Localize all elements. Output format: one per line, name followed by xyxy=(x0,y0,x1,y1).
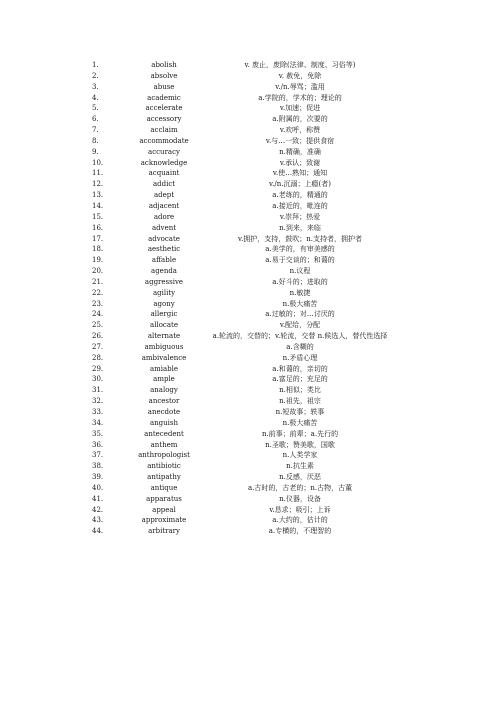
entry-definition: a.轮流的，交替的；v.轮流，交替 n.候选人，替代性选择 xyxy=(212,332,388,341)
entry-number: 15. xyxy=(92,212,104,221)
entry-word: accelerate xyxy=(145,104,183,113)
entry-number: 36. xyxy=(92,440,104,449)
vocab-row xyxy=(0,364,496,375)
entry-definition: n.相似；类比 xyxy=(279,386,321,395)
entry-definition: a.美学的，有审美感的 xyxy=(265,245,335,254)
vocab-row xyxy=(0,158,496,169)
entry-definition: v./n.沉溺；上瘾(者) xyxy=(269,180,331,189)
entry-word: anthem xyxy=(150,440,178,449)
entry-definition: n.祖先，祖宗 xyxy=(279,397,321,406)
entry-word: anguish xyxy=(150,418,179,427)
vocab-row xyxy=(0,526,496,537)
entry-word: accessory xyxy=(146,115,182,124)
entry-number: 42. xyxy=(92,505,104,514)
entry-number: 5. xyxy=(92,104,99,113)
entry-number: 18. xyxy=(92,245,104,254)
vocab-row xyxy=(0,472,496,483)
vocab-row xyxy=(0,342,496,353)
vocab-row xyxy=(0,93,496,104)
vocab-row xyxy=(0,255,496,266)
entry-number: 2. xyxy=(92,71,99,80)
entry-word: advent xyxy=(151,223,177,232)
entry-number: 28. xyxy=(92,353,104,362)
entry-word: academic xyxy=(147,93,181,102)
entry-number: 12. xyxy=(92,180,104,189)
entry-word: agony xyxy=(153,299,175,308)
entry-word: abolish xyxy=(151,61,177,69)
entry-number: 31. xyxy=(92,386,104,395)
entry-number: 40. xyxy=(92,483,104,492)
vocab-row xyxy=(0,114,496,125)
entry-definition: v.与…一致；提供食宿 xyxy=(265,136,335,145)
vocab-row xyxy=(0,505,496,516)
entry-number: 17. xyxy=(92,234,104,243)
vocab-row xyxy=(0,450,496,461)
entry-definition: n.前事；前辈；a.先行的 xyxy=(261,429,339,438)
entry-word: advocate xyxy=(148,234,180,243)
entry-number: 9. xyxy=(92,147,99,156)
entry-number: 7. xyxy=(92,126,99,135)
entry-word: acknowledge xyxy=(140,158,188,167)
entry-definition: v.配给，分配 xyxy=(279,321,321,330)
entry-number: 27. xyxy=(92,342,104,351)
entry-word: aesthetic xyxy=(147,245,181,254)
entry-definition: n.反感，厌恶 xyxy=(279,473,321,482)
vocab-row xyxy=(0,103,496,114)
entry-definition: v.恳求；吸引；上诉 xyxy=(269,505,331,514)
vocab-row xyxy=(0,190,496,201)
entry-definition: a.古时的，古老的；n.古物，古董 xyxy=(247,483,353,492)
entry-number: 41. xyxy=(92,494,104,503)
entry-word: anthropologist xyxy=(138,451,190,460)
entry-word: aggressive xyxy=(144,277,184,286)
entry-number: 39. xyxy=(92,473,104,482)
entry-definition: a.接近的，毗连的 xyxy=(272,201,328,210)
entry-number: 29. xyxy=(92,364,104,373)
entry-word: adore xyxy=(153,212,175,221)
entry-definition: a.专横的，不理智的 xyxy=(268,527,332,536)
entry-definition: n.精确，准确 xyxy=(279,147,321,156)
entry-word: acquaint xyxy=(148,169,180,178)
entry-word: amiable xyxy=(149,364,179,373)
vocab-row xyxy=(0,71,496,82)
entry-definition: v.拥护，支持，鼓吹；n.支持者，拥护者 xyxy=(237,234,363,243)
vocab-row xyxy=(0,309,496,320)
vocab-row xyxy=(0,234,496,245)
entry-word: acclaim xyxy=(150,126,178,135)
entry-definition: v.加速；促进 xyxy=(279,104,321,113)
vocab-row xyxy=(0,288,496,299)
entry-definition: a.老练的，精通的 xyxy=(272,191,328,200)
vocab-row xyxy=(0,147,496,158)
entry-word: accommodate xyxy=(139,136,189,145)
entry-definition: n.到来，来临 xyxy=(279,223,321,232)
vocab-row xyxy=(0,320,496,331)
entry-number: 24. xyxy=(92,310,104,319)
entry-word: allergic xyxy=(150,310,178,319)
entry-number: 10. xyxy=(92,158,104,167)
vocab-row xyxy=(0,407,496,418)
entry-number: 38. xyxy=(92,462,104,471)
entry-number: 43. xyxy=(92,516,104,525)
vocab-row xyxy=(0,299,496,310)
entry-number: 11. xyxy=(92,169,104,178)
entry-word: ambiguous xyxy=(144,342,184,351)
entry-number: 4. xyxy=(92,93,99,102)
entry-word: appeal xyxy=(152,505,176,514)
entry-number: 6. xyxy=(92,115,99,124)
entry-definition: a.和蔼的，亲切的 xyxy=(272,364,328,373)
entry-definition: n.抗生素 xyxy=(286,462,314,471)
entry-word: antecedent xyxy=(144,429,184,438)
vocabulary-list xyxy=(0,60,496,537)
entry-number: 14. xyxy=(92,201,104,210)
entry-definition: n.圣歌；赞美歌，国歌 xyxy=(265,440,335,449)
entry-definition: n.仪器，设备 xyxy=(279,494,321,503)
entry-number: 26. xyxy=(92,332,104,341)
vocab-row xyxy=(0,125,496,136)
entry-word: anecdote xyxy=(147,408,181,416)
entry-number: 37. xyxy=(92,451,104,460)
entry-number: 34. xyxy=(92,418,104,427)
vocab-row xyxy=(0,168,496,179)
vocab-row xyxy=(0,483,496,494)
vocab-row xyxy=(0,179,496,190)
vocab-row xyxy=(0,385,496,396)
vocab-row xyxy=(0,277,496,288)
entry-number: 30. xyxy=(92,375,104,384)
entry-definition: a.大约的，估计的 xyxy=(272,516,328,525)
entry-definition: a.附属的，次要的 xyxy=(272,115,328,124)
entry-word: agility xyxy=(152,288,176,297)
vocab-row xyxy=(0,429,496,440)
entry-number: 21. xyxy=(92,277,104,286)
entry-number: 35. xyxy=(92,429,104,438)
vocab-row xyxy=(0,244,496,255)
entry-word: affable xyxy=(151,256,177,265)
entry-definition: v.使…熟知；通知 xyxy=(272,169,328,178)
entry-word: approximate xyxy=(141,516,187,525)
entry-definition: n.矛盾心理 xyxy=(282,353,318,362)
entry-definition: v. 赦免，免除 xyxy=(278,71,322,80)
entry-definition: n.议程 xyxy=(289,267,311,276)
vocab-row xyxy=(0,494,496,505)
vocab-row xyxy=(0,201,496,212)
vocab-row xyxy=(0,515,496,526)
entry-number: 32. xyxy=(92,397,104,406)
entry-number: 44. xyxy=(92,527,104,536)
entry-word: absolve xyxy=(150,71,178,80)
entry-word: antibiotic xyxy=(147,462,181,471)
entry-word: ancestor xyxy=(148,397,180,406)
entry-definition: v.欢呼，称赞 xyxy=(279,126,321,135)
entry-definition: v./n.辱骂；滥用 xyxy=(275,82,325,91)
entry-definition: n.人类学家 xyxy=(282,451,318,460)
entry-definition: a.好斗的；进取的 xyxy=(272,277,328,286)
vocab-row xyxy=(0,440,496,451)
vocab-row xyxy=(0,212,496,223)
entry-number: 33. xyxy=(92,408,104,416)
vocab-row xyxy=(0,223,496,234)
entry-word: adept xyxy=(153,191,175,200)
entry-number: 23. xyxy=(92,299,104,308)
entry-definition: a.易于交谈的；和蔼的 xyxy=(265,256,335,265)
vocab-row xyxy=(0,136,496,147)
entry-definition: a.过敏的；对…讨厌的 xyxy=(265,310,335,319)
entry-number: 20. xyxy=(92,267,104,276)
vocab-row xyxy=(0,331,496,342)
entry-word: antipathy xyxy=(147,473,181,482)
entry-number: 1. xyxy=(92,61,99,69)
entry-definition: v. 废止，废除(法律、制度、习俗等) xyxy=(244,61,356,69)
entry-number: 19. xyxy=(92,256,104,265)
entry-word: ample xyxy=(153,375,175,384)
entry-number: 16. xyxy=(92,223,104,232)
entry-word: abuse xyxy=(153,82,175,91)
entry-definition: n.极大痛苦 xyxy=(282,418,318,427)
entry-word: accuracy xyxy=(148,147,180,156)
entry-number: 13. xyxy=(92,191,104,200)
entry-word: addict xyxy=(152,180,176,189)
entry-definition: a.含糊的 xyxy=(286,342,314,351)
vocab-row xyxy=(0,353,496,364)
entry-definition: v.承认；致谢 xyxy=(279,158,321,167)
entry-definition: n.敏捷 xyxy=(289,288,311,297)
vocab-row xyxy=(0,461,496,472)
entry-definition: n.短故事；轶事 xyxy=(275,408,325,416)
vocab-row xyxy=(0,396,496,407)
entry-word: ambivalence xyxy=(141,353,187,362)
entry-definition: a.富足的；充足的 xyxy=(272,375,328,384)
entry-word: alternate xyxy=(147,332,181,341)
entry-word: agenda xyxy=(151,267,177,276)
entry-word: arbitrary xyxy=(148,527,180,536)
entry-definition: a.学院的，学术的；理论的 xyxy=(258,93,342,102)
entry-number: 22. xyxy=(92,288,104,297)
vocab-row xyxy=(0,82,496,93)
entry-word: adjacent xyxy=(148,201,180,210)
entry-definition: v.崇拜；热爱 xyxy=(279,212,321,221)
entry-word: analogy xyxy=(150,386,178,395)
entry-number: 25. xyxy=(92,321,104,330)
vocab-row xyxy=(0,266,496,277)
entry-number: 3. xyxy=(92,82,99,91)
vocab-row xyxy=(0,374,496,385)
entry-word: apparatus xyxy=(146,494,182,503)
entry-word: antique xyxy=(150,483,178,492)
entry-definition: n.极大痛苦 xyxy=(282,299,318,308)
vocab-row xyxy=(0,60,496,71)
entry-number: 8. xyxy=(92,136,99,145)
entry-word: allocate xyxy=(150,321,178,330)
vocab-row xyxy=(0,418,496,429)
